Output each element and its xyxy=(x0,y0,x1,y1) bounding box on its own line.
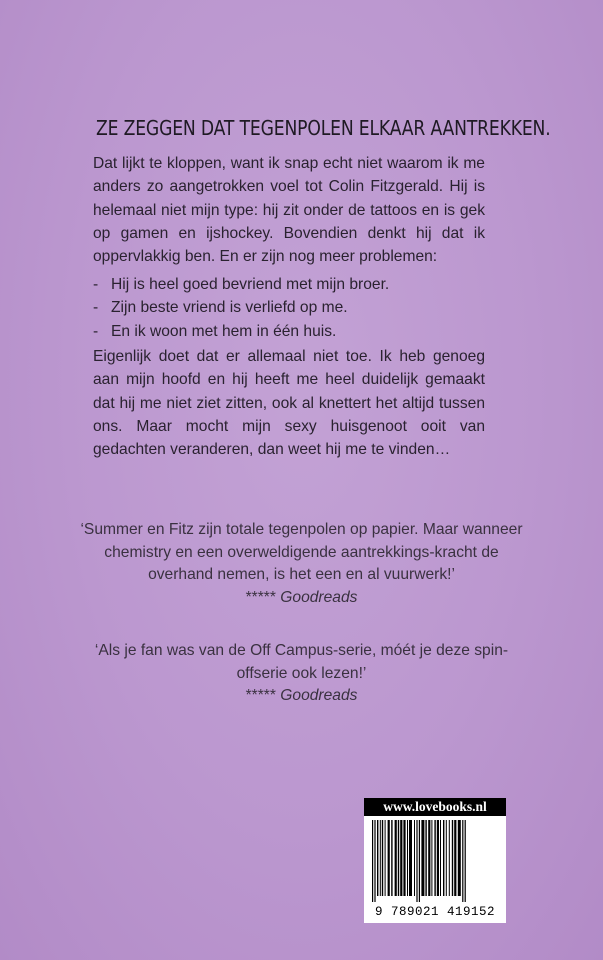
list-item-text: En ik woon met hem in één huis. xyxy=(111,322,337,340)
barcode-bar xyxy=(454,820,456,896)
barcode-bar xyxy=(465,820,466,902)
barcode-bar xyxy=(434,820,435,896)
barcode-bar xyxy=(458,820,461,896)
review-source xyxy=(80,587,523,610)
list-item xyxy=(93,320,485,343)
bullet-dash: - xyxy=(93,299,99,317)
barcode-bar xyxy=(400,820,402,896)
barcode-bar xyxy=(446,820,447,896)
blurb-intro: Dat lijkt te kloppen, want ik snap echt niet waarom ik me anders zo aangetrokken voel tot Colin Fitzgerald. Hij is helemaal niet mijn type: hij zit onder de tattoos en is gek op gamen en ijshockey. Bovendien denkt hij dat ik oppervlakkig ben. En er zijn nog meer problemen: xyxy=(93,155,485,266)
barcode-bar xyxy=(377,820,378,896)
barcode-bar xyxy=(425,820,426,896)
barcode-bar xyxy=(385,820,386,896)
barcode-bar xyxy=(440,820,441,896)
review-stars: ***** xyxy=(245,588,276,606)
review-stars: ***** xyxy=(245,687,276,704)
review-text: ‘Als je fan was van de Off Campus-serie, móét je deze spin-offserie ook lezen!’ xyxy=(94,642,509,682)
isbn-digits: 9 789021 419152 xyxy=(374,905,496,919)
barcode-bar xyxy=(391,820,392,896)
list-item-text: Hij is heel goed bevriend met mijn broer. xyxy=(111,276,390,293)
review-quote xyxy=(80,640,523,708)
barcode-bar xyxy=(398,820,399,896)
barcode-bar xyxy=(380,820,381,896)
blurb-outro: Eigenlijk doet dat er allemaal niet toe. Ik heb genoeg aan mijn hoofd en hij heeft me heel duidelijk gemaakt dat hij me niet ziet zitten, ook al knettert het altijd tussen ons. Maar mocht mijn sexy huisgenoot ooit van gedachten veranderen, dan weet hij me te vinden… xyxy=(93,348,485,459)
barcode-bar xyxy=(374,820,375,902)
review-text: ‘Summer en Fitz zijn totale tegenpolen op papier. Maar wanneer chemistry en een overweldigende aantrekkings-kracht de overhand nemen, is het een en al vuurwerk!’ xyxy=(80,521,523,583)
bullet-dash: - xyxy=(93,322,99,340)
barcode-bar xyxy=(449,820,450,896)
list-item xyxy=(93,296,485,319)
review-quote xyxy=(80,519,523,609)
list-item-text: Zijn beste vriend is verliefd op me. xyxy=(111,299,348,317)
barcode-bar xyxy=(416,820,417,902)
problem-list xyxy=(93,273,485,343)
barcode-bar xyxy=(452,820,453,896)
review-source xyxy=(80,685,523,708)
publisher-url: www.lovebooks.nl xyxy=(364,798,506,816)
barcode-bar xyxy=(409,820,412,896)
headline: ZE ZEGGEN DAT TEGENPOLEN ELKAAR AANTREKKEN. xyxy=(96,116,551,140)
barcode-panel xyxy=(364,798,506,923)
barcode-bar xyxy=(431,820,432,896)
barcode-bar xyxy=(414,820,415,896)
review-source-name: Goodreads xyxy=(280,588,358,606)
barcode-bar xyxy=(382,820,383,896)
barcode-bar xyxy=(428,820,430,896)
review-source-name: Goodreads xyxy=(280,687,358,704)
barcode-bar xyxy=(407,820,408,896)
barcode-bar xyxy=(421,820,424,896)
barcode-bar xyxy=(462,820,463,902)
barcode-bar xyxy=(372,820,373,902)
barcode-bar xyxy=(403,820,405,896)
barcode-bar xyxy=(388,820,390,896)
barcode xyxy=(370,820,500,902)
barcode-bar xyxy=(419,820,420,902)
barcode-bar xyxy=(443,820,444,896)
list-item xyxy=(93,273,485,296)
barcode-bar xyxy=(437,820,439,896)
barcode-bar xyxy=(395,820,397,896)
bullet-dash: - xyxy=(93,276,99,293)
